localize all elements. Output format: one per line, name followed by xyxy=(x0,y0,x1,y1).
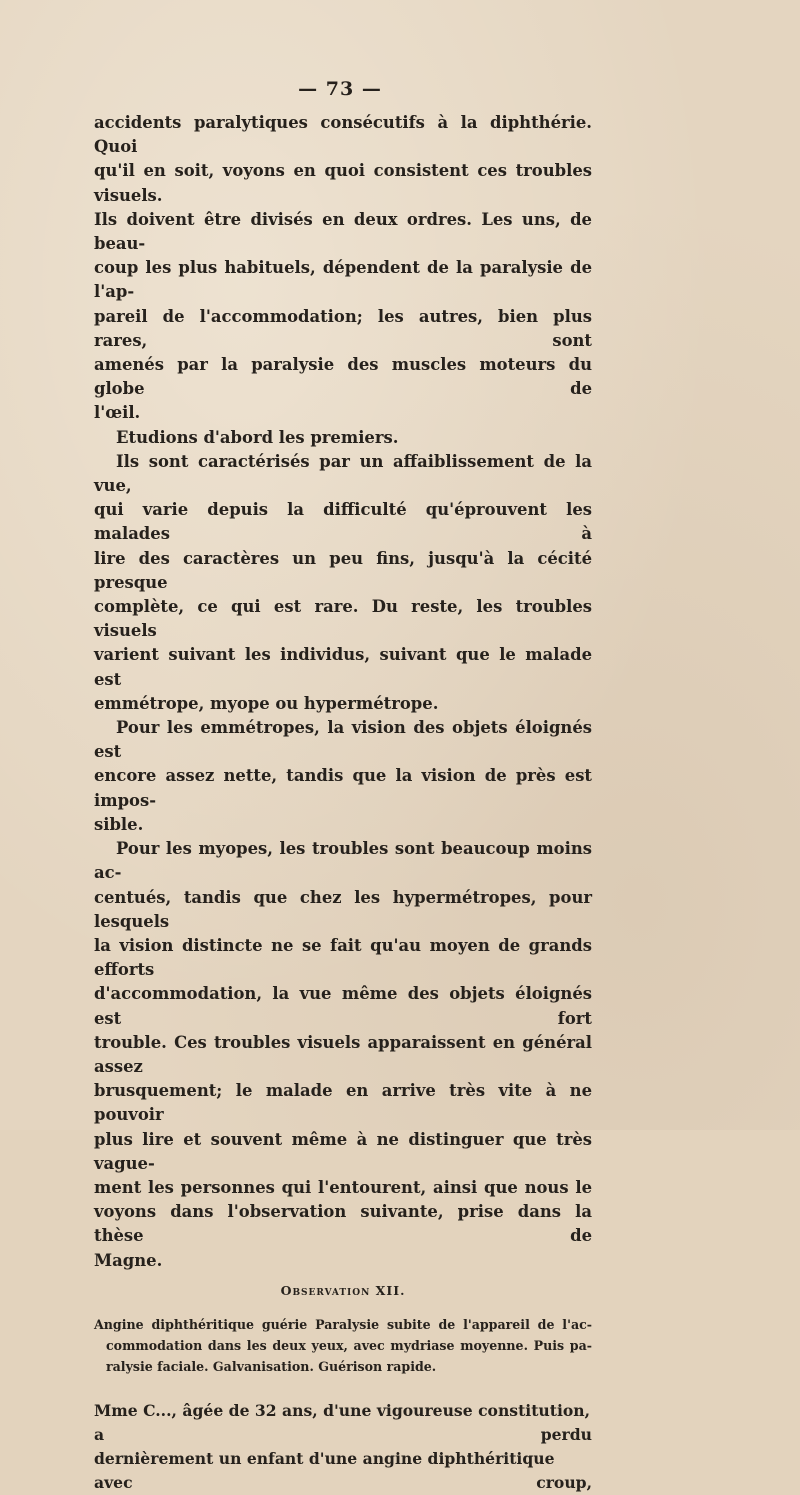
text-line: accidents paralytiques consécutifs à la diphthérie. Quoi xyxy=(94,113,592,157)
text-line: sible. xyxy=(94,814,144,834)
text-line: Ils doivent être divisés en deux ordres. Les uns, de beau- xyxy=(94,209,592,254)
text-line: voyons dans l'observation suivante, prise dans la thèse de xyxy=(94,1202,592,1246)
text-line: Pour les emmétropes, la vision des objets éloignés est xyxy=(94,718,592,762)
paragraph xyxy=(94,450,592,716)
text-line: emmétrope, myope ou hypermétrope. xyxy=(94,693,439,713)
paragraphs xyxy=(94,111,592,1273)
text-line: trouble. Ces troubles visuels apparaissent en général assez xyxy=(94,1032,592,1076)
text-line: Ils sont caractérisés par un affaiblissement de la vue, xyxy=(94,451,592,496)
case-line: dernièrement un enfant d'une angine diphthéritique avec croup, xyxy=(94,1448,592,1492)
text-line: la vision distincte ne se fait qu'au moyen de grands efforts xyxy=(94,935,592,980)
body-text xyxy=(94,111,592,1495)
text-line: centués, tandis que chez les hypermétropes, pour lesquels xyxy=(94,887,592,931)
text-line: brusquement; le malade en arrive très vite à ne pouvoir xyxy=(94,1081,592,1125)
page-number: — 73 — xyxy=(298,78,382,100)
paragraph xyxy=(94,426,592,450)
text-line: lire des caractères un peu fins, jusqu'à la cécité presque xyxy=(94,548,592,592)
paragraph xyxy=(94,837,592,1273)
summary-line: commodation dans les deux yeux, avec mydriase moyenne. Puis pa- xyxy=(106,1337,592,1353)
text-line: amenés par la paralysie des muscles moteurs du globe de xyxy=(94,355,592,399)
text-line: pareil de l'accommodation; les autres, bien plus rares, sont xyxy=(94,306,592,350)
text-line: complète, ce qui est rare. Du reste, les troubles visuels xyxy=(94,597,592,641)
paragraph xyxy=(94,716,592,837)
text-line: Pour les myopes, les troubles sont beaucoup moins ac- xyxy=(94,839,592,883)
text-line: qu'il en soit, voyons en quoi consistent ces troubles visuels. xyxy=(94,161,592,205)
case-text xyxy=(94,1399,592,1495)
text-line: l'œil. xyxy=(94,403,141,423)
text-line: Etudions d'abord les premiers. xyxy=(116,427,399,447)
text-line: encore assez nette, tandis que la vision de près est impos- xyxy=(94,766,592,810)
summary-line: ralysie faciale. Galvanisation. Guérison rapide. xyxy=(106,1358,437,1374)
text-line: plus lire et souvent même à ne distinguer que très vague- xyxy=(94,1129,592,1173)
paragraph xyxy=(94,111,592,426)
text-line: varient suivant les individus, suivant que le malade est xyxy=(94,645,592,689)
text-line: Magne. xyxy=(94,1250,163,1270)
observation-heading: Observation XII. xyxy=(280,1282,406,1298)
text-line: ment les personnes qui l'entourent, ainsi que nous le xyxy=(94,1177,592,1197)
text-line: d'accommodation, la vue même des objets éloignés est fort xyxy=(94,984,592,1028)
case-line: Mme C..., âgée de 32 ans, d'une vigoureuse constitution, a perdu xyxy=(94,1400,592,1444)
observation-summary xyxy=(94,1314,592,1377)
text-line: qui varie depuis la difficulté qu'éprouvent les malades à xyxy=(94,500,592,544)
text-line: coup les plus habituels, dépendent de la paralysie de l'ap- xyxy=(94,258,592,302)
summary-line: Angine diphthéritique guérie Paralysie subite de l'appareil de l'ac- xyxy=(94,1316,592,1332)
